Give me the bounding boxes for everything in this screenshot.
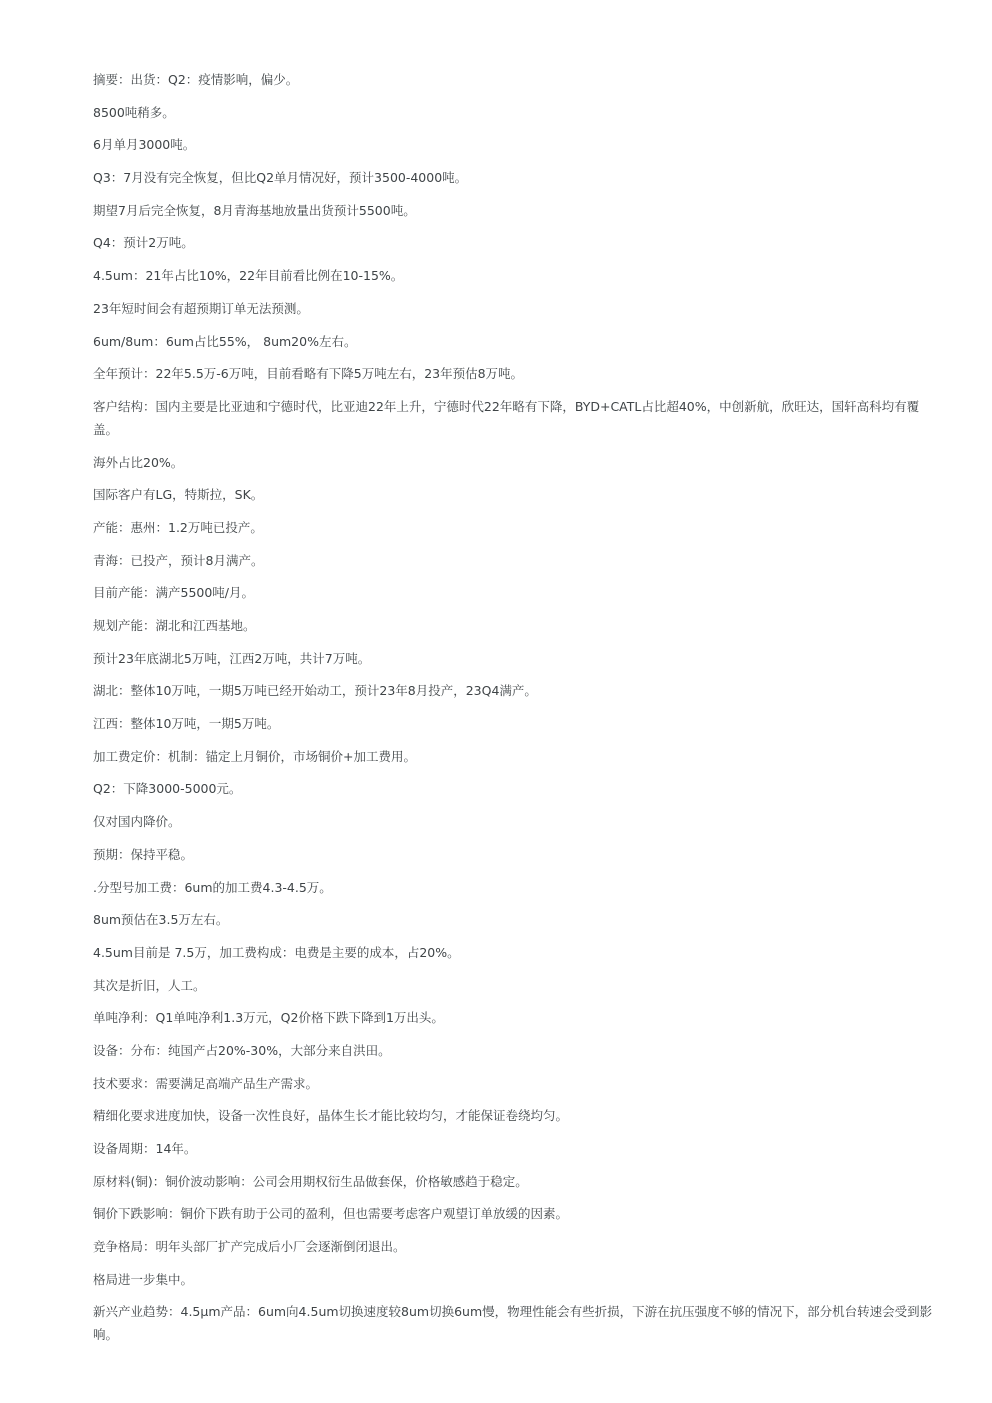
paragraph: 期望7月后完全恢复，8月青海基地放量出货预计5500吨。 (93, 202, 416, 218)
paragraph: 竞争格局：明年头部厂扩产完成后小厂会逐渐倒闭退出。 (93, 1239, 406, 1255)
paragraph: 摘要：出货：Q2：疫情影响，偏少。 (93, 72, 299, 87)
paragraph: 4.5um目前是 7.5万，加工费构成：电费是主要的成本，占20%。 (93, 944, 460, 960)
paragraph: 新兴产业趋势：4.5μm产品：6um向4.5um切换速度较8um切换6um慢，物理性能会有些折损，下游在抗压强度不够的情况下，部分机台转速会受到影响。 (93, 1304, 933, 1343)
paragraph: 预期：保持平稳。 (93, 846, 194, 862)
paragraph: 全年预计：22年5.5万-6万吨，目前看略有下降5万吨左右，23年预估8万吨。 (93, 366, 524, 382)
paragraph: 设备周期：14年。 (93, 1141, 197, 1156)
paragraph: 精细化要求进度加快，设备一次性良好，晶体生长才能比较均匀，才能保证卷绕均匀。 (93, 1108, 569, 1124)
paragraph: 国际客户有LG，特斯拉，SK。 (93, 487, 264, 503)
paragraph: 预计23年底湖北5万吨，江西2万吨，共计7万吨。 (93, 650, 371, 666)
paragraph: 4.5um：21年占比10%，22年目前看比例在10-15%。 (93, 268, 404, 284)
paragraph: 客户结构：国内主要是比亚迪和宁德时代，比亚迪22年上升，宁德时代22年略有下降，BYD+CATL占比超40%，中创新航，欣旺达，国轩高科均有覆盖。 (93, 398, 920, 437)
paragraph: 湖北：整体10万吨，一期5万吨已经开始动工，预计23年8月投产，23Q4满产。 (93, 683, 537, 699)
paragraph: 仅对国内降价。 (93, 814, 181, 830)
document-body (93, 68, 943, 1356)
paragraph: 设备：分布：纯国产占20%-30%，大部分来自洪田。 (93, 1042, 391, 1058)
paragraph: Q3：7月没有完全恢复，但比Q2单月情况好，预计3500-4000吨。 (93, 170, 468, 186)
paragraph: 6月单月3000吨。 (93, 137, 196, 153)
paragraph: 原材料(铜)：铜价波动影响：公司会用期权衍生品做套保，价格敏感趋于稳定。 (93, 1173, 528, 1189)
paragraph: 技术要求：需要满足高端产品生产需求。 (93, 1075, 319, 1091)
paragraph: Q4：预计2万吨。 (93, 235, 194, 251)
paragraph: 单吨净利：Q1单吨净利1.3万元，Q2价格下跌下降到1万出头。 (93, 1010, 444, 1026)
paragraph: 青海：已投产，预计8月满产。 (93, 552, 264, 568)
paragraph: 海外占比20%。 (93, 454, 184, 470)
paragraph: 铜价下跌影响：铜价下跌有助于公司的盈利，但也需要考虑客户观望订单放缓的因素。 (93, 1206, 569, 1222)
paragraph: 目前产能：满产5500吨/月。 (93, 585, 255, 601)
paragraph: 格局进一步集中。 (93, 1271, 194, 1287)
paragraph: 其次是折旧，人工。 (93, 977, 206, 993)
paragraph: 加工费定价：机制：锚定上月铜价，市场铜价+加工费用。 (93, 748, 416, 764)
paragraph: Q2：下降3000-5000元。 (93, 781, 242, 797)
paragraph: 8500吨稍多。 (93, 104, 175, 120)
paragraph: 江西：整体10万吨，一期5万吨。 (93, 716, 280, 732)
paragraph: 6um/8um：6um占比55%， 8um20%左右。 (93, 333, 357, 349)
paragraph: 8um预估在3.5万左右。 (93, 912, 229, 928)
paragraph: 23年短时间会有超预期订单无法预测。 (93, 300, 309, 316)
paragraph: 规划产能：湖北和江西基地。 (93, 618, 256, 633)
paragraph: .分型号加工费：6um的加工费4.3-4.5万。 (93, 879, 332, 895)
paragraph: 产能：惠州：1.2万吨已投产。 (93, 519, 263, 535)
